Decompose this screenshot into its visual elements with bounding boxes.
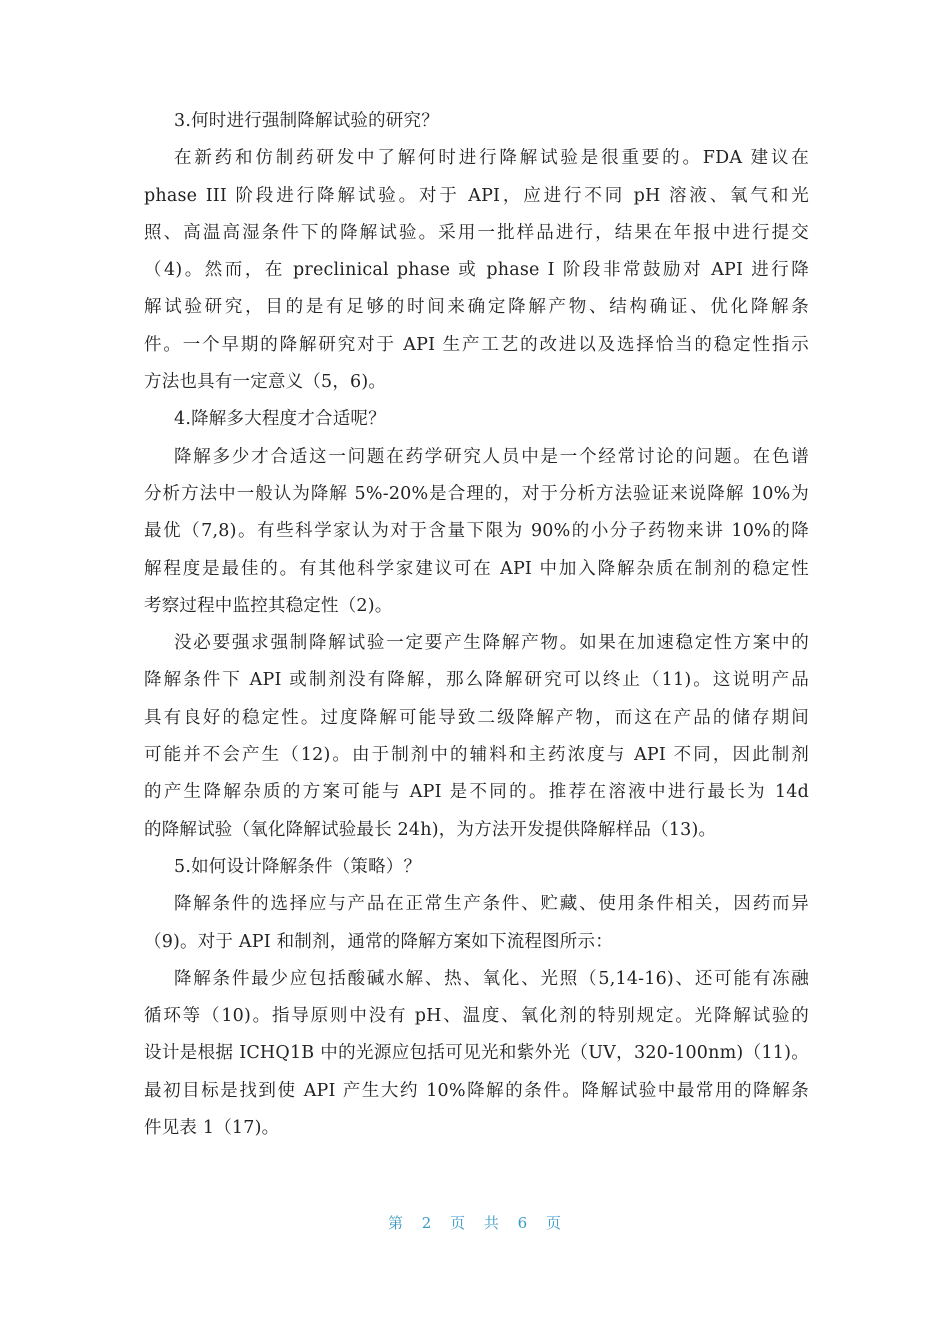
text-line: （4)。然而，在 preclinical phase 或 phase I 阶段非常鼓励对 API 进行降: [144, 260, 809, 281]
text-line: 件见表 1（17)。: [144, 1118, 280, 1139]
text-line: 件。一个早期的降解研究对于 API 生产工艺的改进以及选择恰当的稳定性指示: [144, 334, 809, 355]
text-line: 循环等（10)。指导原则中没有 pH、温度、氧化剂的特别规定。光降解试验的: [144, 1006, 809, 1027]
text-line: 方法也具有一定意义（5，6)。: [144, 372, 387, 393]
text-line: 设计是根据 ICHQ1B 中的光源应包括可见光和紫外光（UV，320-100nm)（11)。: [144, 1043, 809, 1064]
text-line: 最初目标是找到使 API 产生大约 10%降解的条件。降解试验中最常用的降解条: [144, 1080, 809, 1101]
text-line: 最优（7,8)。有些科学家认为对于含量下限为 90%的小分子药物来讲 10%的降: [144, 521, 809, 542]
text-line: 照、高温高湿条件下的降解试验。采用一批样品进行，结果在年报中进行提交: [144, 222, 809, 243]
text-line: 5.如何设计降解条件（策略）？: [174, 856, 422, 877]
text-line: 具有良好的稳定性。过度降解可能导致二级降解产物，而这在产品的储存期间: [144, 707, 809, 728]
document-body: [144, 103, 809, 1147]
text-line: 降解条件最少应包括酸碱水解、热、氧化、光照（5,14-16)、还可能有冻融: [174, 968, 809, 989]
text-line: 解程度是最佳的。有其他科学家建议可在 API 中加入降解杂质在制剂的稳定性: [144, 558, 809, 579]
text-line: 降解多少才合适这一问题在药学研究人员中是一个经常讨论的问题。在色谱: [174, 446, 809, 467]
page-footer: 第 2 页 共 6 页: [388, 1214, 562, 1232]
text-line: 在新药和仿制药研发中了解何时进行降解试验是很重要的。FDA 建议在: [174, 148, 809, 169]
text-line: 的产生降解杂质的方案可能与 API 是不同的。推荐在溶液中进行最长为 14d: [144, 782, 809, 803]
text-line: 考察过程中监控其稳定性（2)。: [144, 595, 393, 616]
text-line: 降解条件的选择应与产品在正常生产条件、贮藏、使用条件相关，因药而异: [174, 894, 809, 915]
text-line: 分析方法中一般认为降解 5%-20%是合理的，对于分析方法验证来说降解 10%为: [144, 483, 809, 504]
text-line: 降解条件下 API 或制剂没有降解，那么降解研究可以终止（11)。这说明产品: [144, 670, 809, 691]
text-line: 3.何时进行强制降解试验的研究？: [174, 111, 439, 131]
text-line: 的降解试验（氧化降解试验最长 24h)，为方法开发提供降解样品（13)。: [144, 819, 717, 840]
text-line: （9)。对于 API 和制剂，通常的降解方案如下流程图所示：: [144, 931, 613, 952]
text-line: phase III 阶段进行降解试验。对于 API，应进行不同 pH 溶液、氧气和光: [144, 185, 809, 206]
text-line: 可能并不会产生（12)。由于制剂中的辅料和主药浓度与 API 不同，因此制剂: [144, 745, 809, 766]
text-line: 4.降解多大程度才合适呢？: [174, 409, 386, 430]
text-line: 解试验研究，目的是有足够的时间来确定降解产物、结构确证、优化降解条: [144, 297, 809, 318]
text-line: 没必要强求强制降解试验一定要产生降解产物。如果在加速稳定性方案中的: [174, 633, 809, 654]
